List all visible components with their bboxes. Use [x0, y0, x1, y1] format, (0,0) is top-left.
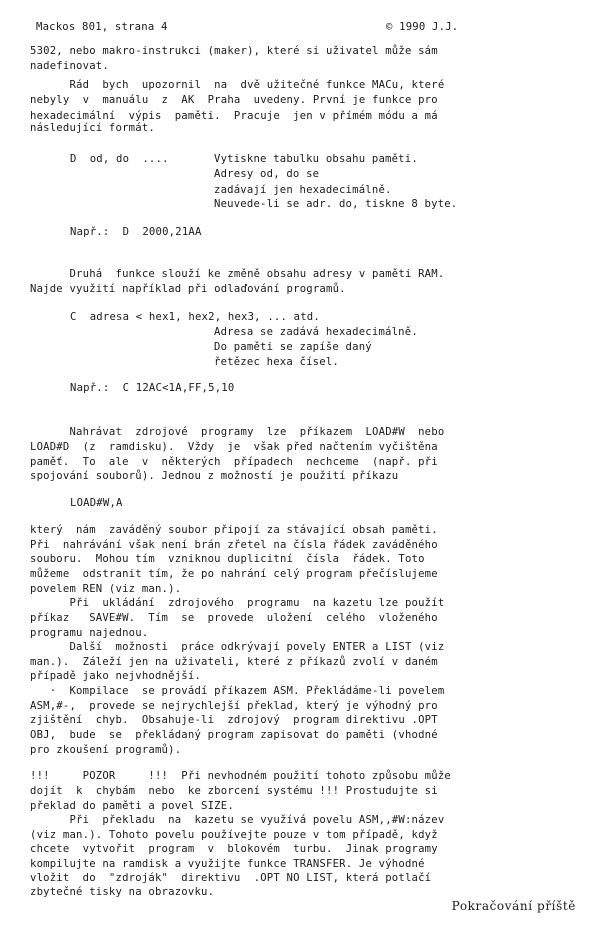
text-line: kompilujte na ramdisk a využijte funkce TRANSFER. Je výhodné — [30, 858, 425, 870]
text-line: LOAD#D (z ramdisku). Vždy je však před načtením vyčištěna — [30, 441, 438, 453]
text-line: 5302, nebo makro-instrukci (maker), které si uživatel může sám — [30, 45, 438, 57]
text-line: man.). Záleží jen na uživateli, které z příkazů zvolí v daném — [30, 656, 438, 668]
text-line: chcete vytvořit program v blokovém turbu. Jinak programy — [30, 843, 438, 855]
text-line: programu najednou. — [30, 627, 149, 639]
text-line: nadefinovat. — [30, 60, 109, 72]
text-line: Najde využití například při odlaďování programů. — [30, 283, 346, 295]
text-line: Při překladu na kazetu se využívá povelu ASM,,#W:název — [30, 814, 445, 826]
text-line: povelem REN (viz man.). — [30, 583, 182, 595]
text-line: Nahrávat zdrojové programy lze příkazem LOAD#W nebo — [30, 426, 445, 438]
c-command-example: Např.: C 12AC<1A,FF,5,10 — [70, 382, 235, 394]
text-line: paměť. To ale v některých případech nechceme (např. při — [30, 456, 438, 468]
text-line: nebyly v manuálu z AK Praha uvedeny. První je funkce pro — [30, 94, 438, 106]
text-line: Při ukládání zdrojového programu na kazetu lze použít — [30, 597, 445, 609]
text-line: příkaz SAVE#W. Tím se provede uložení celého vloženého — [30, 612, 438, 624]
d-command-desc: Vytiskne tabulku obsahu paměti. — [214, 153, 418, 165]
d-command-desc: Neuvede-li se adr. do, tiskne 8 byte. — [214, 198, 458, 210]
text-line: Rád bych upozornil na dvě užitečné funkce MACu, které — [30, 79, 445, 91]
text-line: můžeme odstranit tím, že po nahrání celý program přečíslujeme — [30, 568, 438, 580]
d-command-example: Např.: D 2000,21AA — [70, 226, 202, 238]
d-command-syntax: D od, do .... — [70, 153, 169, 165]
text-line: spojování souborů). Jednou z možností je použití příkazu — [30, 470, 399, 482]
page-header-title: Mackos 801, strana 4 — [36, 21, 168, 33]
text-line: překlad do paměti a povel SIZE. — [30, 800, 234, 812]
text-line: souboru. Mohou tím vzniknou duplicitní čísla řádek. Toto — [30, 553, 425, 565]
text-line: ASM,#-, provede se nejrychlejší překlad, který je výhodný pro — [30, 700, 438, 712]
c-command-desc: řetězec hexa čísel. — [214, 356, 339, 368]
text-line: Další možnosti práce odkrývají povely ENTER a LIST (viz — [30, 641, 445, 653]
text-line: který nám zaváděný soubor připojí za stávající obsah paměti. — [30, 524, 438, 536]
text-line: · Kompilace se provádí příkazem ASM. Překládáme-li povelem — [30, 685, 445, 697]
load-command: LOAD#W,A — [70, 497, 123, 509]
text-line: následující formát. — [30, 122, 155, 134]
text-line: pro zkoušení programů). — [30, 744, 182, 756]
text-line: (viz man.). Tohoto povelu používejte pouze v tom případě, když — [30, 829, 438, 841]
d-command-desc: zadávají jen hexadecimálně. — [214, 184, 392, 196]
text-line: zjištění chyb. Obsahuje-li zdrojový program direktivu .OPT — [30, 714, 438, 726]
warning-line: !!! POZOR !!! Při nevhodném použití tohoto způsobu může — [30, 770, 451, 782]
c-command-desc: Do paměti se zapíše daný — [214, 341, 372, 353]
text-line: zbytečné tisky na obrazovku. — [30, 886, 215, 898]
c-command-desc: Adresa se zadává hexadecimálně. — [214, 326, 418, 338]
text-line: hexadecimální výpis paměti. Pracuje jen v přímém módu a má — [30, 110, 438, 122]
page-header-copyright: © 1990 J.J. — [386, 21, 459, 33]
text-line: OBJ, bude se překládaný program zapisovat do paměti (vhodné — [30, 729, 438, 741]
continued-note: Pokračování příště — [451, 899, 576, 913]
text-line: Při nahrávání však není brán zřetel na čísla řádek zaváděného — [30, 539, 438, 551]
d-command-desc: Adresy od, do se — [214, 168, 320, 180]
text-line: vložit do "zdroják" direktivu .OPT NO LIST, která potlačí — [30, 872, 432, 884]
c-command-syntax: C adresa < hex1, hex2, hex3, ... atd. — [70, 311, 320, 323]
text-line: případě jako nejvhodnější. — [30, 670, 202, 682]
text-line: Druhá funkce slouží ke změně obsahu adresy v paměti RAM. — [30, 268, 445, 280]
text-line: dojít k chybám nebo ke zborcení systému !!! Prostudujte si — [30, 785, 438, 797]
